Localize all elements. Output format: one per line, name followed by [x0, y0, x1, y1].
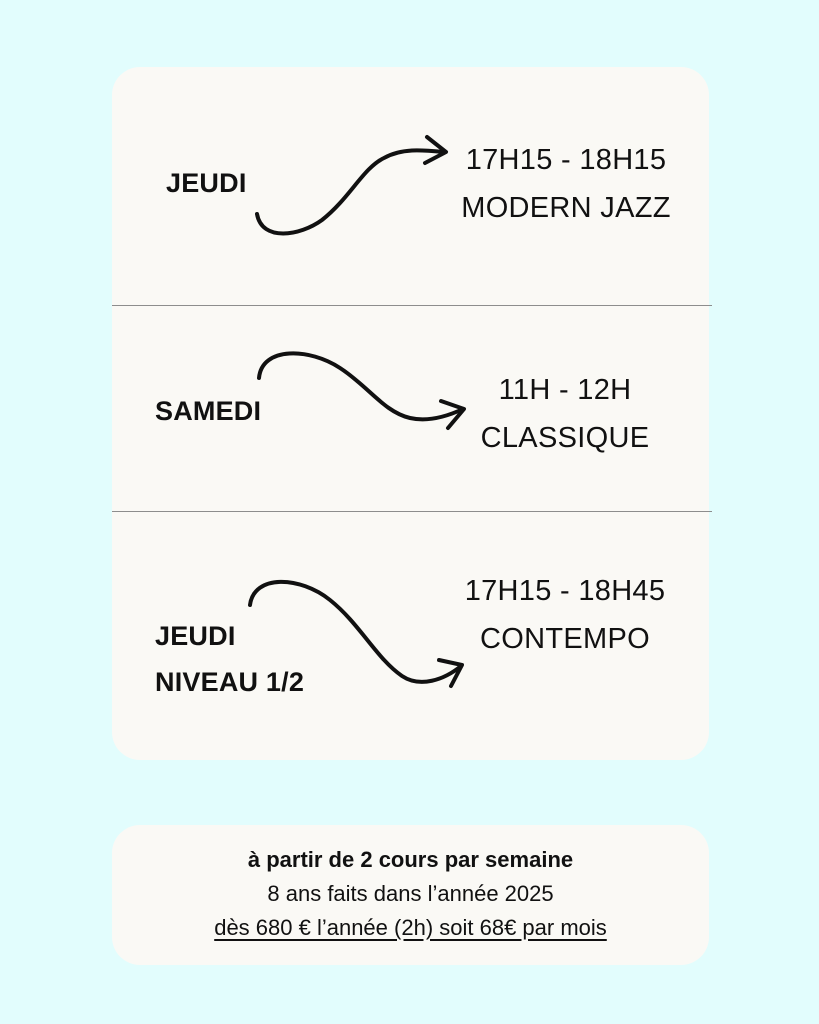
class-time: 17H15 - 18H15	[465, 144, 667, 176]
class-style: CONTEMPO	[480, 623, 650, 655]
pricing-age-note: 8 ans faits dans l’année 2025	[267, 881, 554, 906]
class-time: 11H - 12H	[498, 374, 632, 406]
class-info	[444, 567, 686, 663]
pricing-price: dès 680 € l’année (2h) soit 68€ par mois	[214, 915, 607, 940]
day-label: JEUDI NIVEAU 1/2	[155, 621, 305, 697]
class-time: 17H15 - 18H45	[464, 575, 666, 607]
day-label: SAMEDI	[155, 396, 262, 426]
pricing-headline: à partir de 2 cours par semaine	[247, 847, 574, 872]
day-label: JEUDI	[166, 168, 247, 198]
class-style: MODERN JAZZ	[461, 192, 671, 224]
class-style: CLASSIQUE	[480, 422, 650, 454]
pricing-card	[112, 825, 709, 965]
